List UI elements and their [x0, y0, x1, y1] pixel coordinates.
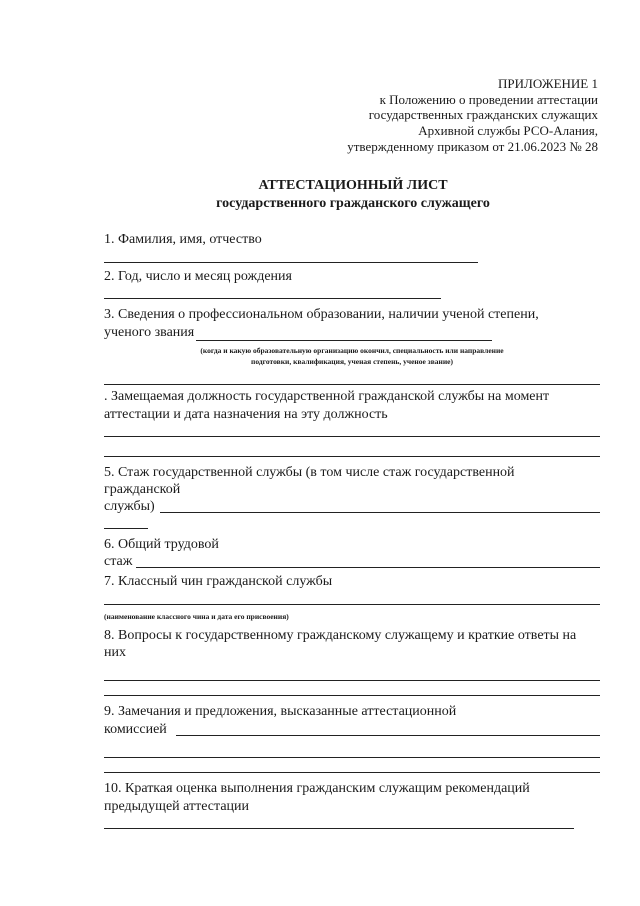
- section-9-label-line-2: комиссией: [104, 722, 167, 737]
- section-3-fill-line[interactable]: [196, 340, 492, 341]
- document-title: АТТЕСТАЦИОННЫЙ ЛИСТ: [258, 178, 448, 193]
- section-8-fill-line-2[interactable]: [104, 695, 600, 696]
- section-1-fill-line[interactable]: [104, 262, 478, 263]
- section-3-fill-line-2[interactable]: [104, 384, 600, 385]
- document-subtitle: государственного гражданского служащего: [216, 196, 490, 211]
- annex-line-5: утвержденному приказом от 21.06.2023 № 28: [347, 139, 598, 154]
- section-4-label-line-1: . Замещаемая должность государственной гражданской службы на момент: [104, 389, 550, 404]
- section-7-fill-line[interactable]: [104, 604, 600, 605]
- section-4-label-line-2: аттестации и дата назначения на эту должность: [104, 407, 388, 422]
- section-9-fill-line-3[interactable]: [104, 772, 600, 773]
- section-8-label-line-2: них: [104, 645, 126, 660]
- section-5-label-line-2: гражданской: [104, 482, 181, 497]
- section-6-label-line-2: стаж: [104, 554, 133, 569]
- annex-line-3: государственных гражданских служащих: [368, 107, 598, 122]
- section-3-hint-line-2: подготовки, квалификация, ученая степень, ученое звание): [251, 357, 453, 366]
- section-9-fill-line-1[interactable]: [176, 735, 600, 736]
- section-5-fill-line-1[interactable]: [160, 512, 600, 513]
- section-3-hint-line-1: (когда и какую образовательную организацию окончил, специальность или направление: [200, 346, 504, 355]
- section-2-fill-line[interactable]: [104, 298, 441, 299]
- section-9-label-line-1: 9. Замечания и предложения, высказанные аттестационной: [104, 704, 457, 719]
- section-10-label-line-2: предыдущей аттестации: [104, 799, 250, 814]
- section-5-label-line-3: службы): [104, 499, 155, 514]
- section-5-label-line-1: 5. Стаж государственной службы (в том числе стаж государственной: [104, 465, 515, 480]
- section-3-label-line-1: 3. Сведения о профессиональном образовании, наличии ученой степени,: [104, 307, 539, 322]
- section-8-label-line-1: 8. Вопросы к государственному гражданскому служащему и краткие ответы на: [104, 628, 577, 643]
- section-4-fill-line-2[interactable]: [104, 456, 600, 457]
- annex-line-1: ПРИЛОЖЕНИЕ 1: [498, 76, 598, 91]
- annex-line-4: Архивной службы РСО-Алания,: [418, 123, 598, 138]
- section-6-label-line-1: 6. Общий трудовой: [104, 537, 219, 552]
- section-10-fill-line[interactable]: [104, 828, 574, 829]
- section-6-fill-line[interactable]: [136, 567, 600, 568]
- section-2-label: 2. Год, число и месяц рождения: [104, 269, 292, 284]
- section-5-fill-line-2[interactable]: [104, 528, 148, 529]
- section-10-label-line-1: 10. Краткая оценка выполнения гражданским служащим рекомендаций: [104, 781, 530, 796]
- section-7-hint: (наименование классного чина и дата его присвоения): [104, 612, 289, 621]
- section-8-fill-line-1[interactable]: [104, 680, 600, 681]
- annex-line-2: к Положению о проведении аттестации: [379, 92, 598, 107]
- section-4-fill-line-1[interactable]: [104, 436, 600, 437]
- section-1-label: 1. Фамилия, имя, отчество: [104, 232, 262, 247]
- section-9-fill-line-2[interactable]: [104, 757, 600, 758]
- section-7-label: 7. Классный чин гражданской службы: [104, 574, 333, 589]
- section-3-label-line-2: ученого звания: [104, 325, 195, 340]
